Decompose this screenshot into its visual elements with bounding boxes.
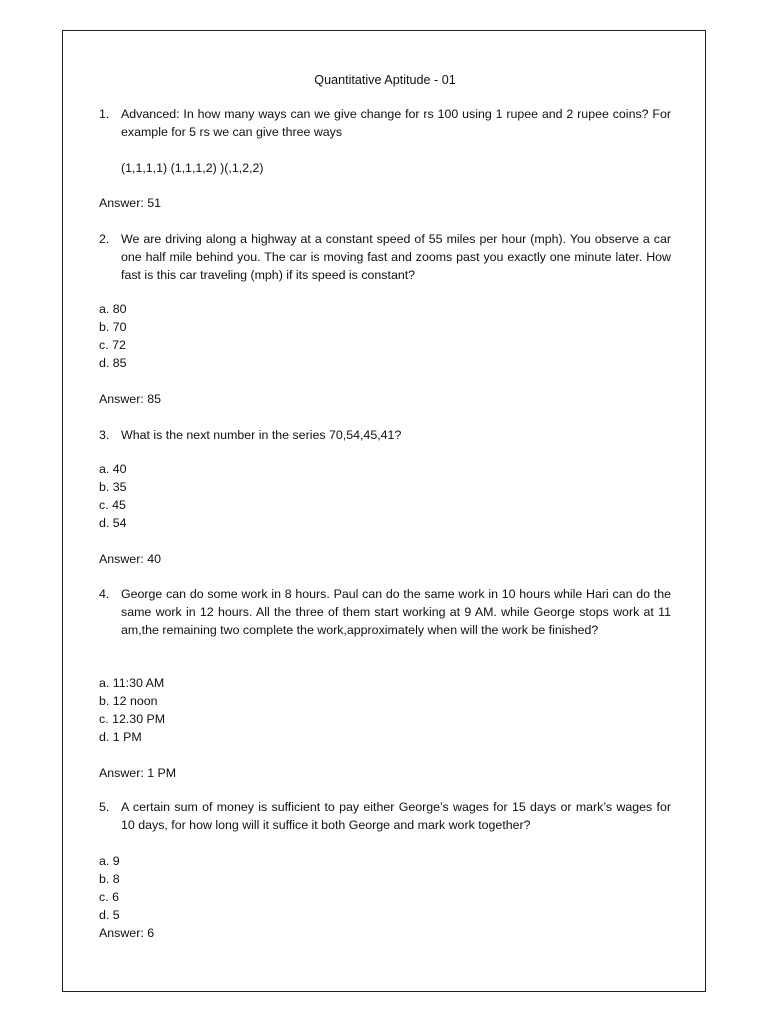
- question-text: Advanced: In how many ways can we give change for rs 100 using 1 rupee and 2 rupee coins? For example for 5 rs we can give three ways: [121, 107, 671, 139]
- option-a: a. 9: [99, 854, 120, 868]
- option-d: d. 85: [99, 356, 127, 370]
- answer-1: Answer: 51: [99, 196, 161, 210]
- option-c: c. 72: [99, 338, 126, 352]
- question-text: A certain sum of money is sufficient to pay either George’s wages for 15 days or mark’s wages for 10 days, for how long will it suffice it both George and mark work together?: [121, 800, 671, 832]
- question-number: 3.: [99, 428, 110, 442]
- document-page: [62, 30, 706, 992]
- option-b: b. 8: [99, 872, 120, 886]
- question-1: [99, 105, 671, 141]
- question-3: [99, 426, 671, 444]
- question-text: George can do some work in 8 hours. Paul can do the same work in 10 hours while Hari can do the same work in 12 hours. All the three of them start working at 9 AM. while George stops work at 11 am,the remaining two complete the work,approximately when will the work be finished?: [121, 587, 671, 637]
- question-4-options: [99, 674, 165, 746]
- option-c: c. 45: [99, 498, 126, 512]
- option-b: b. 70: [99, 320, 127, 334]
- answer-4: Answer: 1 PM: [99, 766, 177, 780]
- question-text: We are driving along a highway at a constant speed of 55 miles per hour (mph). You observe a car one half mile behind you. The car is moving fast and zooms past you exactly one minute later. How fast is this car traveling (mph) if its speed is constant?: [121, 232, 671, 282]
- answer-3: Answer: 40: [99, 552, 161, 566]
- question-number: 1.: [99, 107, 110, 121]
- option-b: b. 12 noon: [99, 694, 158, 708]
- document-title: Quantitative Aptitude - 01: [314, 73, 456, 87]
- question-number: 4.: [99, 587, 110, 601]
- answer-5: Answer: 6: [99, 926, 155, 940]
- question-4: [99, 585, 671, 639]
- question-number: 2.: [99, 232, 110, 246]
- question-5: [99, 798, 671, 834]
- question-2: [99, 230, 671, 284]
- question-3-options: [99, 460, 127, 532]
- option-a: a. 11:30 AM: [99, 676, 165, 690]
- option-d: d. 1 PM: [99, 730, 142, 744]
- option-c: c. 6: [99, 890, 119, 904]
- option-c: c. 12.30 PM: [99, 712, 166, 726]
- question-2-options: [99, 300, 127, 372]
- option-a: a. 40: [99, 462, 127, 476]
- option-b: b. 35: [99, 480, 127, 494]
- option-d: d. 5: [99, 908, 120, 922]
- question-5-options: [99, 852, 120, 924]
- question-text: What is the next number in the series 70,54,45,41?: [121, 428, 402, 442]
- question-1-example: (1,1,1,1) (1,1,1,2) )(,1,2,2): [121, 161, 264, 175]
- answer-2: Answer: 85: [99, 392, 161, 406]
- option-a: a. 80: [99, 302, 127, 316]
- question-number: 5.: [99, 800, 110, 814]
- option-d: d. 54: [99, 516, 127, 530]
